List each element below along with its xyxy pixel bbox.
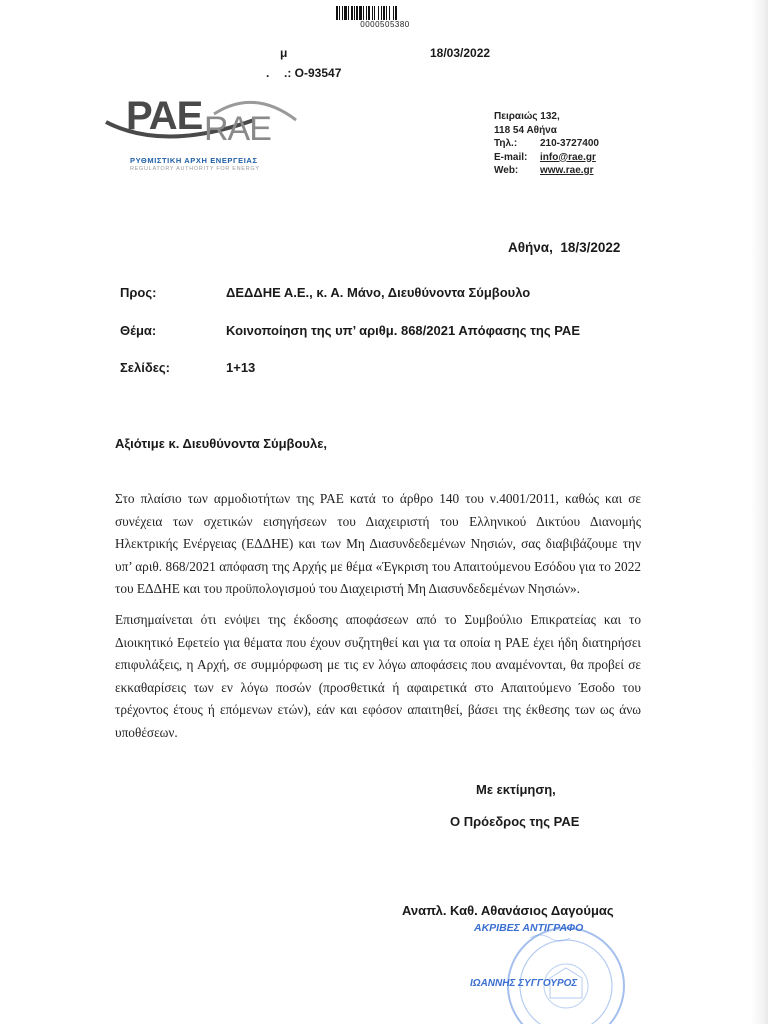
to-value: ΔΕΔΔΗΕ Α.Ε., κ. Α. Μάνο, Διευθύνοντα Σύμβουλο bbox=[226, 285, 531, 300]
salutation: Αξιότιμε κ. Διευθύνοντα Σύμβουλε, bbox=[115, 436, 328, 451]
scan-edge bbox=[750, 0, 768, 1024]
closing-regards: Με εκτίμηση, bbox=[476, 782, 556, 797]
barcode-number: 0000505380 bbox=[360, 20, 410, 29]
web-label: Web: bbox=[494, 165, 519, 176]
protocol-prefix: . bbox=[266, 66, 270, 80]
barcode-bar bbox=[397, 6, 398, 20]
subject-label: Θέμα: bbox=[120, 323, 157, 338]
tel-value: 210-3727400 bbox=[540, 138, 599, 149]
pages-value: 1+13 bbox=[226, 360, 256, 375]
place-date: Αθήνα, 18/3/2022 bbox=[508, 240, 621, 255]
rae-logo bbox=[104, 92, 304, 182]
subject-value: Κοινοποίηση της υπ’ αριθμ. 868/2021 Απόφασης της ΡΑΕ bbox=[226, 323, 580, 338]
contact-address: Πειραιώς 132, bbox=[494, 111, 560, 122]
mu-label: μ bbox=[280, 46, 288, 60]
body-paragraph-2: Επισημαίνεται ότι ενόψει της έκδοσης αποφάσεων από το Συμβούλιο Επικρατείας και το Διοικητικό Εφετείο για θέματα που έχουν συζητηθεί και για τα οποία η ΡΑΕ έχει ήδη διατηρήσει επιφυλάξεις, η Αρχή, σε συμμόρφωση με τις εν λόγω αποφάσεις που αναμένονται, θα προβεί σε εκκαθαρίσεις των εν λόγω ποσών (προσθετικά ή αφαιρετικά στο Απαιτούμενο Έσοδο του τρέχοντος έτους ή επόμενων ετών), εάν και εφόσον απαιτηθεί, βάσει της έκθεσης των ως άνω υποθέσεων. bbox=[115, 611, 641, 740]
logo-subtitle-gr: ΡΥΘΜΙΣΤΙΚΗ ΑΡΧΗ ΕΝΕΡΓΕΙΑΣ bbox=[130, 156, 258, 165]
letter-body bbox=[115, 488, 641, 745]
contact-city: 118 54 Αθήνα bbox=[494, 124, 557, 136]
body-paragraph-1: Στο πλαίσιο των αρμοδιοτήτων της ΡΑΕ κατά το άρθρο 140 του ν.4001/2011, καθώς και σε συνέχεια των σχετικών εισηγήσεων του Διαχειριστή του Ελληνικού Δικτύου Διανομής Ηλεκτρικής Ενέργειας (ΕΔΔΗΕ) και των Μη Διασυνδεδεμένων Νησιών, σας διαβιβάζουμε την υπ’ αριθ. 868/2021 απόφαση της Αρχής με θέμα «Έγκριση του Απαιτούμενου Εσόδου για το 2022 του ΕΔΔΗΕ και του προϋπολογισμού του Διαχειριστή Μη Διασυνδεδεμένων Νησιών». bbox=[115, 491, 641, 597]
barcode bbox=[336, 6, 434, 20]
web-link[interactable]: www.rae.gr bbox=[540, 165, 594, 176]
logo-text-gr: ΡΑΕ bbox=[126, 94, 203, 138]
to-label: Προς: bbox=[120, 285, 157, 300]
email-link[interactable]: info@rae.gr bbox=[540, 151, 596, 163]
logo-text-en: RAE bbox=[204, 110, 271, 148]
protocol-number: .: O-93547 bbox=[284, 66, 342, 80]
stamp-text-2: ΙΩΑΝΝΗΣ ΣΥΓΓΟΥΡΟΣ bbox=[470, 978, 578, 989]
tel-label: Τηλ.: bbox=[494, 138, 518, 149]
signatory-name: Αναπλ. Καθ. Αθανάσιος Δαγούμας bbox=[402, 903, 614, 918]
pages-label: Σελίδες: bbox=[120, 360, 170, 375]
email-label: E-mail: bbox=[494, 151, 528, 163]
stamp-text-1: ΑΚΡΙΒΕΣ ΑΝΤΙΓΡΑΦΟ bbox=[474, 922, 584, 934]
logo-subtitle-en: REGULATORY AUTHORITY FOR ENERGY bbox=[130, 166, 260, 172]
top-date: 18/03/2022 bbox=[430, 46, 491, 60]
closing-role: Ο Πρόεδρος της ΡΑΕ bbox=[450, 814, 580, 829]
contact-block bbox=[494, 110, 599, 178]
